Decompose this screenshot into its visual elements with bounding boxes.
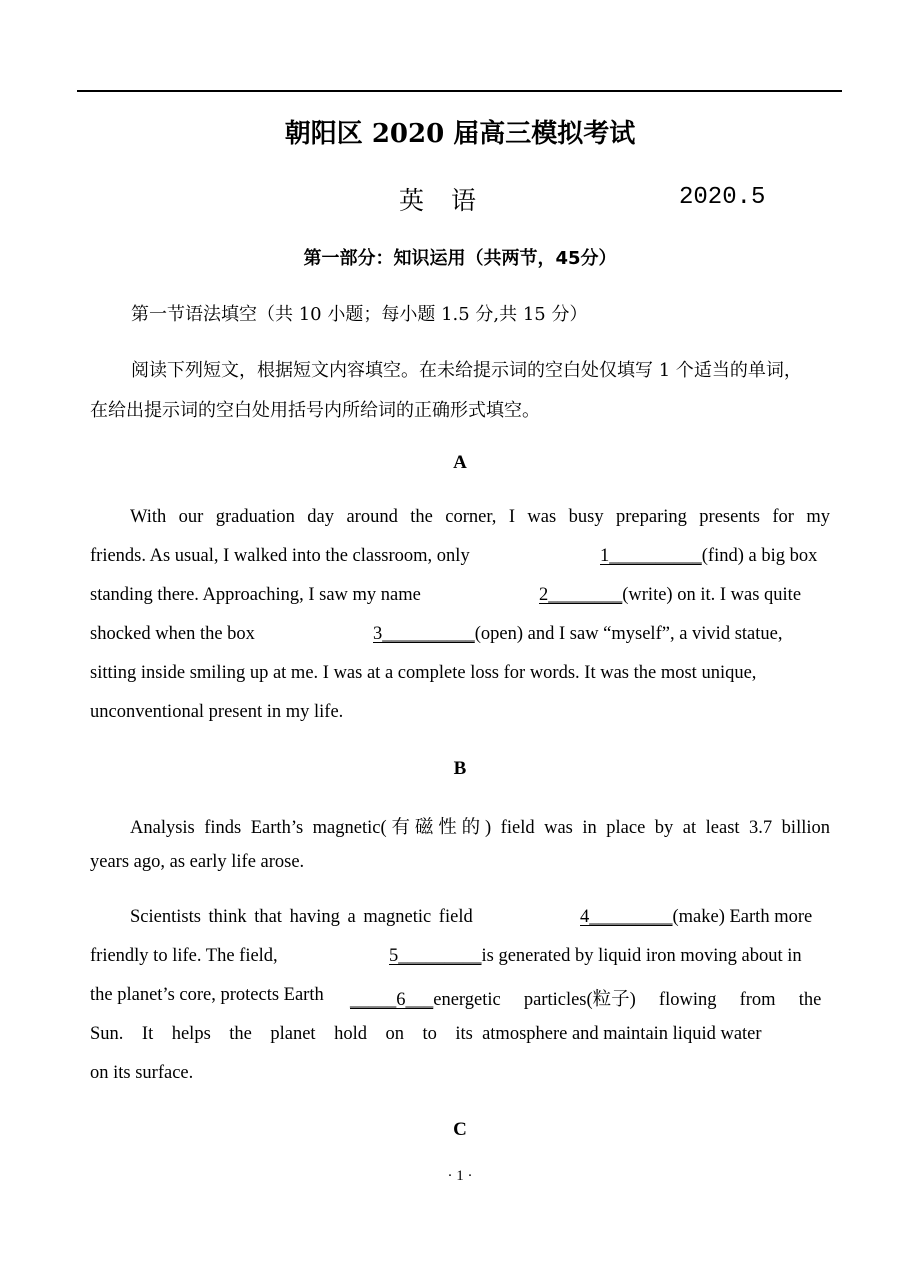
passage-a-label: A bbox=[453, 452, 467, 473]
passage-b-p1-line-2: years ago, as early life arose. bbox=[90, 852, 305, 872]
exam-date: 2020.5 bbox=[679, 184, 766, 211]
passage-b-p2-line-1-start: Scientists think that having a magnetic field bbox=[130, 907, 473, 927]
instructions-line-2: 在给出提示词的空白处用括号内所给词的正确形式填空。 bbox=[90, 400, 540, 421]
blank-1-field[interactable]: 1__________ bbox=[600, 546, 702, 566]
blank-1[interactable] bbox=[600, 546, 817, 567]
blank-3[interactable] bbox=[373, 624, 782, 645]
passage-a-line-4-start: shocked when the box bbox=[90, 624, 255, 644]
passage-b-p2-line-5: on its surface. bbox=[90, 1063, 194, 1083]
passage-a-line-2-start: friends. As usual, I walked into the classroom, only bbox=[90, 546, 470, 566]
passage-a-line-1: With our graduation day around the corner, I was busy preparing presents for my bbox=[130, 507, 830, 527]
blank-5-hint: is generated by liquid iron moving about in bbox=[481, 946, 802, 966]
blank-3-field[interactable]: 3__________ bbox=[373, 624, 475, 644]
blank-2-hint: (write) on it. I was quite bbox=[622, 585, 802, 605]
blank-6-field[interactable]: _____6___ bbox=[350, 990, 434, 1010]
passage-a-line-6: unconventional present in my life. bbox=[90, 702, 344, 722]
blank-6-hint: energetic particles(粒子) flowing from the bbox=[433, 990, 822, 1010]
exam-title: 朝阳区 2020 届高三模拟考试 bbox=[284, 119, 636, 149]
blank-2-field[interactable]: 2________ bbox=[539, 585, 623, 605]
blank-4-field[interactable]: 4_________ bbox=[580, 907, 673, 927]
page-number: · 1 · bbox=[447, 1168, 473, 1184]
blank-2[interactable] bbox=[539, 585, 801, 606]
passage-b-label: B bbox=[453, 758, 467, 779]
blank-4-hint: (make) Earth more bbox=[672, 907, 813, 927]
blank-1-hint: (find) a big box bbox=[701, 546, 818, 566]
passage-b-p2-line-3-start: the planet’s core, protects Earth bbox=[90, 985, 324, 1005]
blank-5[interactable] bbox=[389, 946, 802, 967]
passage-a-line-3-start: standing there. Approaching, I saw my name bbox=[90, 585, 421, 605]
passage-b-p2-line-4: Sun. It helps the planet hold on to its atmosphere and maintain liquid water bbox=[90, 1024, 762, 1044]
blank-3-hint: (open) and I saw “myself”, a vivid statue, bbox=[474, 624, 783, 644]
instructions-line-1: 阅读下列短文，根据短文内容填空。在未给提示词的空白处仅填写 1 个适当的单词， bbox=[131, 360, 802, 381]
passage-c-label: C bbox=[453, 1119, 467, 1140]
blank-6[interactable] bbox=[350, 985, 821, 1011]
header-rule bbox=[77, 90, 842, 92]
passage-a-line-5: sitting inside smiling up at me. I was at a complete loss for words. It was the most unique, bbox=[90, 663, 757, 683]
passage-b-p1-line-1: Analysis finds Earth’s magnetic(有磁性的) field was in place by at least 3.7 billion bbox=[130, 818, 830, 838]
part-heading: 第一部分：知识运用（共两节，45分） bbox=[303, 248, 617, 269]
passage-b-p2-line-2-start: friendly to life. The field, bbox=[90, 946, 278, 966]
exam-subject: 英语 bbox=[399, 186, 504, 215]
blank-4[interactable] bbox=[580, 907, 812, 928]
section-heading: 第一节语法填空（共 10 小题；每小题 1.5 分,共 15 分） bbox=[131, 304, 588, 325]
blank-5-field[interactable]: 5_________ bbox=[389, 946, 482, 966]
